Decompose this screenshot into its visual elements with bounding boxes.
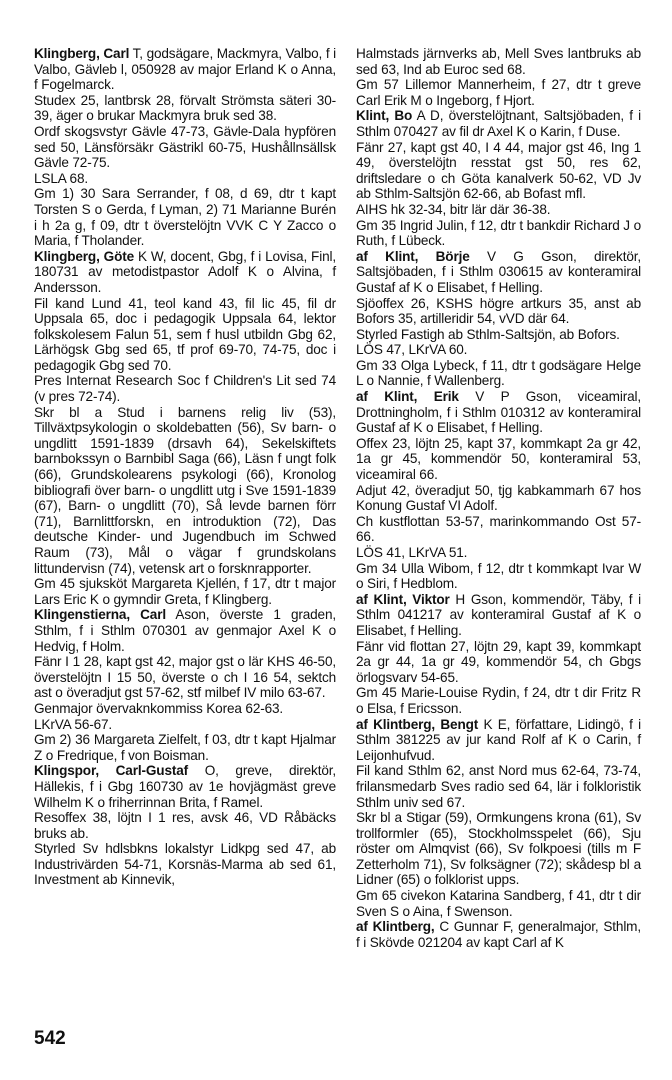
page-number: 542 — [34, 1028, 66, 1049]
entry-text: Offex 23, löjtn 25, kapt 37, kommkapt 2a gr 42, 1a gr 45, kommendör 50, konteramiral 53, viceamiral 66. — [356, 435, 641, 483]
entry-detail — [356, 639, 641, 686]
right-column — [356, 46, 641, 950]
entry-text: Gm 45 sjuksköt Margareta Kjellén, f 17, dtr t major Lars Eric K o gymndir Greta, f Klingberg. — [34, 576, 336, 607]
entry-text: LÖS 47, LKrVA 60. — [356, 342, 468, 358]
entry-text: Ordf skogsvstyr Gävle 47-73, Gävle-Dala hypfören sed 50, Länsförsäkr Gästrikl 60-75, Hushållnsällsk Gävle 72-75. — [34, 123, 336, 171]
entry-text: Fil kand Lund 41, teol kand 43, fil lic 45, fil dr Uppsala 65, doc i pedagogik Uppsala 64, lektor folkskolesem Falun 51, sem f husl utbildn Gbg 62, Lärhögsk Gbg sed 65, tf prof 69-70, 74-75, doc i pedagogik Gbg sed 70. — [34, 295, 336, 373]
entry-paragraph — [34, 249, 336, 296]
entry-text: AIHS hk 32-34, bitr lär där 36-38. — [356, 201, 551, 217]
entry-headword: af Klint, Viktor — [356, 591, 450, 607]
entry-detail — [34, 93, 336, 124]
entry-detail — [34, 124, 336, 171]
entry-headword: Klingberg, Carl — [34, 46, 130, 61]
entry-detail — [34, 576, 336, 607]
entry-text: Pres Internat Research Soc f Children's Lit sed 74 (v pres 72-74). — [34, 373, 336, 405]
entry-detail — [356, 296, 641, 327]
entry-detail — [356, 218, 641, 249]
entry-detail — [34, 186, 336, 248]
entry-detail — [34, 405, 336, 577]
entry-text: Studex 25, lantbrsk 28, förvalt Strömsta säteri 30-39, äger o brukar Mackmyra bruk sed 38. — [34, 92, 336, 124]
entry-detail — [356, 436, 641, 483]
entry-text: Fänr vid flottan 27, löjtn 29, kapt 39, kommkapt 2a gr 44, 1a gr 49, kommendör 54, ch Gbgs örlogsvarv 54-65. — [356, 638, 641, 685]
entry-text: O, greve, direktör, Hällekis, f i Gbg 160730 av 1e hovjägmäst greve Wilhelm K o friherrinnan Brita, f Ramel. — [34, 763, 336, 810]
entry-detail — [34, 296, 336, 374]
entry-text: Adjut 42, överadjut 50, tjg kabkammarh 67 hos Konung Gustaf VI Adolf. — [356, 482, 641, 514]
entry-text: Ch kustflottan 53-57, marinkommando Ost 57-66. — [356, 513, 641, 545]
entry-text: Gm 33 Olga Lybeck, f 11, dtr t godsägare Helge L o Nannie, f Wallenberg. — [356, 357, 641, 389]
entry-detail — [356, 483, 641, 514]
entry-detail — [34, 717, 336, 733]
entry-text: Gm 2) 36 Margareta Zielfelt, f 03, dtr t kapt Hjalmar Z o Fredrique, f von Boisman. — [34, 732, 336, 763]
entry-detail — [356, 763, 641, 810]
entry-detail — [34, 373, 336, 404]
entry-detail — [356, 327, 641, 343]
entry-headword: af Klintberg, Bengt — [356, 716, 479, 732]
entry-text: Styrled Sv hdlsbkns lokalstyr Lidkpg sed 47, ab Industrivärden 54-71, Korsnäs-Marma ab sed 61, Investment ab Kinnevik, — [34, 841, 336, 888]
entry-text: LKrVA 56-67. — [34, 716, 113, 732]
entry-text: Gm 57 Lillemor Mannerheim, f 27, dtr t greve Carl Erik M o Ingeborg, f Hjort. — [356, 77, 641, 108]
entry-text: V G Gson, direktör, Saltsjöbaden, f i Sthlm 030615 av konteramiral Gustaf af K o Elisabet, f Helling. — [356, 248, 641, 295]
entry-paragraph — [34, 46, 336, 93]
entry-text: Ason, överste 1 graden, Sthlm, f i Sthlm 070301 av genmajor Axel K o Hedvig, f Holm. — [34, 607, 336, 654]
entry-text: Gm 45 Marie-Louise Rydin, f 24, dtr t dir Fritz R o Elsa, f Ericsson. — [356, 685, 641, 716]
entry-text: A D, överstelöjtnant, Saltsjöbaden, f i Sthlm 070427 av fil dr Axel K o Karin, f Duse. — [356, 108, 641, 139]
entry-text: K E, författare, Lidingö, f i Sthlm 381225 av jur kand Rolf af K o Carin, f Leijonhufvud. — [356, 716, 641, 763]
entry-text: K W, docent, Gbg, f i Lovisa, Finl, 180731 av metodistpastor Adolf K o Alvina, f Andersson. — [34, 248, 336, 295]
entry-detail — [34, 810, 336, 841]
entry-detail — [34, 732, 336, 763]
entry-paragraph — [356, 919, 641, 950]
entry-headword: af Klintberg, — [356, 919, 435, 935]
entry-detail — [356, 77, 641, 108]
entry-detail — [356, 202, 641, 218]
entry-text: T, godsägare, Mackmyra, Valbo, f i Valbo, Gävleb l, 050928 av major Erland K o Anna, f Fogelmarck. — [34, 46, 336, 93]
entry-text: Gm 1) 30 Sara Serrander, f 08, d 69, dtr t kapt Torsten S o Gerda, f Lyman, 2) 71 Marianne Burén i h 2a g, f 09, dtr t överstelöjtn VVK C Y Zacco o Maria, f Tholander. — [34, 186, 336, 249]
entry-paragraph — [356, 592, 641, 639]
entry-text: Resoffex 38, löjtn I 1 res, avsk 46, VD Råbäcks bruks ab. — [34, 810, 336, 841]
entry-text: Gm 34 Ulla Wibom, f 12, dtr t kommkapt Ivar W o Siri, f Hedblom. — [356, 560, 641, 592]
entry-text: C Gunnar F, generalmajor, Sthlm, f i Skövde 021204 av kapt Carl af K — [356, 919, 641, 950]
entry-paragraph — [34, 763, 336, 810]
entry-detail — [34, 841, 336, 888]
entry-text: Skr bl a Stigar (59), Ormkungens krona (61), Sv trollformler (65), Stockholmsspelet (66), Sju röster om Almqvist (66), Sv folkpoesi (tills m F Zetterholm 71), Sv folksägner (72); skådesp bl a Lidner (65) o folklorist upps. — [356, 810, 641, 888]
left-column — [34, 46, 336, 888]
entry-detail — [356, 888, 641, 919]
entry-detail — [356, 358, 641, 389]
entry-text: Fänr I 1 28, kapt gst 42, major gst o lär KHS 46-50, överstelöjtn I 15 50, överste o ch I 16 54, sektch ast o överadjut gst 57-62, stf milbef IV milo 63-67. — [34, 654, 336, 701]
entry-text: Gm 35 Ingrid Julin, f 12, dtr t bankdir Richard J o Ruth, f Lübeck. — [356, 217, 641, 249]
entry-text: Styrled Fastigh ab Sthlm-Saltsjön, ab Bofors. — [356, 326, 620, 342]
entry-paragraph — [34, 607, 336, 654]
entry-text: LSLA 68. — [34, 170, 88, 186]
entry-detail — [356, 561, 641, 592]
entry-text: Skr bl a Stud i barnens relig liv (53), Tillväxtpsykologin o skoldebatten (56), Sv barn- o ungdlitt 1591-1839 (drsavh 64), Sekelskiftets barnbokssyn o Barnbibl Saga (66), Läsn f ungt folk (66), Grundskolearens psykologi (66), Kronolog bibliografi över barn- o ungdlitt utg i Sve 1591-1839 (67), Barn- o ungdlitt (70), Så levde barnen förr (71), Barnlittforskn, en introduktion (72), Das deutsche Kinder- und Jugendbuch im Schwed Raum (73), Mål o vägar f grundskolans littundervisn (74), vetensk art o forsknrapporter. — [34, 404, 336, 576]
entry-text: Sjöoffex 26, KSHS högre artkurs 35, anst ab Bofors 35, artilleridir 54, vVD där 64. — [356, 295, 641, 327]
entry-text: Fänr 27, kapt gst 40, I 4 44, major gst 46, Ing 1 49, överstelöjtn resstat gst 50, res 62, driftsledare o ch Göta kanalverk 50-62, VD Jv ab Sthlm-Saltsjön 62-66, ab Bofast mfl. — [356, 139, 641, 202]
entry-text: Fil kand Sthlm 62, anst Nord mus 62-64, 73-74, frilansmedarb Sves radio sed 64, lär i folkloristik Sthlm univ sed 67. — [356, 763, 641, 810]
entry-detail — [356, 140, 641, 202]
entry-detail — [356, 46, 641, 77]
entry-detail — [356, 342, 641, 358]
entry-headword: Klint, Bo — [356, 108, 413, 124]
entry-detail — [34, 171, 336, 187]
entry-headword: Klingspor, Carl-Gustaf — [34, 763, 189, 779]
entry-text: V P Gson, viceamiral, Drottningholm, f i Sthlm 010312 av konteramiral Gustaf af K o Elisabet, f Helling. — [356, 389, 641, 436]
entry-text: LÖS 41, LKrVA 51. — [356, 545, 468, 560]
entry-headword: Klingberg, Göte — [34, 248, 135, 264]
entry-detail — [356, 545, 641, 561]
entry-paragraph — [356, 717, 641, 764]
entry-headword: af Klint, Börje — [356, 248, 470, 264]
entry-text: Gm 65 civekon Katarina Sandberg, f 41, dtr t dir Sven S o Aina, f Swenson. — [356, 888, 641, 919]
entry-paragraph — [356, 389, 641, 436]
entry-text: H Gson, kommendör, Täby, f i Sthlm 041217 av konteramiral Gustaf af K o Elisabet, f Helling. — [356, 591, 642, 638]
entry-detail — [356, 685, 641, 716]
entry-text: Halmstads järnverks ab, Mell Sves lantbruks ab sed 63, Ind ab Euroc sed 68. — [356, 46, 641, 77]
entry-detail — [356, 514, 641, 545]
entry-paragraph — [356, 249, 641, 296]
entry-headword: af Klint, Erik — [356, 389, 459, 405]
entry-paragraph — [356, 108, 641, 139]
entry-detail — [356, 810, 641, 888]
entry-detail — [34, 654, 336, 701]
entry-detail — [34, 701, 336, 717]
entry-headword: Klingenstierna, Carl — [34, 607, 166, 623]
entry-text: Genmajor övervaknkommiss Korea 62-63. — [34, 700, 284, 716]
